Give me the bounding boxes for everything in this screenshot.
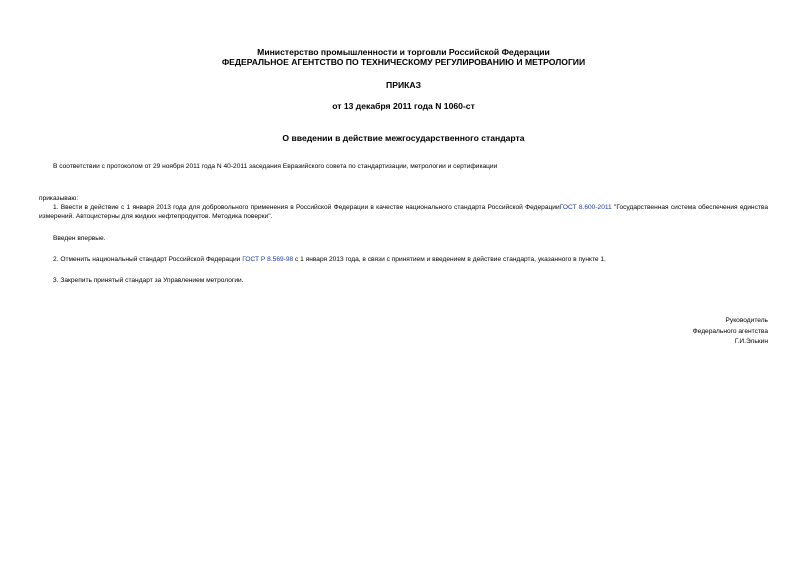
gost-r-8-569-98-link[interactable]: ГОСТ Р 8.569-98 bbox=[242, 256, 294, 263]
signatory-name: Г.И.Элькин bbox=[734, 338, 768, 345]
signatory-title-line-2: Федерального агентства bbox=[692, 327, 768, 335]
preamble-paragraph: В соответствии с протоколом от 29 ноября 2011 года N 40-2011 заседания Евразийского совета по стандартизации, метрологии и сертификации bbox=[53, 163, 498, 170]
gost-8-600-2011-link[interactable]: ГОСТ 8.600-2011 bbox=[559, 204, 612, 211]
item-1-paragraph bbox=[39, 203, 768, 221]
subject-heading: О введении в действие межгосударственного стандарта bbox=[282, 133, 525, 143]
first-introduced-note: Введен впервые. bbox=[53, 235, 106, 242]
date-number-heading: от 13 декабря 2011 года N 1060-ст bbox=[332, 101, 475, 111]
ministry-heading: Министерство промышленности и торговли Российской Федерации bbox=[257, 47, 550, 57]
item-2-text-after: с 1 января 2013 года, в связи с принятием и введением в действие стандарта, указанного в пункте 1. bbox=[293, 256, 606, 263]
agency-heading: ФЕДЕРАЛЬНОЕ АГЕНТСТВО ПО ТЕХНИЧЕСКОМУ РЕГУЛИРОВАНИЮ И МЕТРОЛОГИИ bbox=[221, 57, 586, 67]
document-type-heading: ПРИКАЗ bbox=[386, 80, 421, 90]
signature-block bbox=[693, 316, 768, 348]
item-1-text-after: "Государственная система обеспечения единства измерений. Автоцистерны для жидких нефтепродуктов. Методика поверки". bbox=[39, 204, 768, 220]
item-2-paragraph bbox=[53, 255, 606, 264]
signatory-title-line-1: Руководитель bbox=[725, 317, 768, 324]
item-1-text-before: 1. Ввести в действие с 1 января 2013 года для добровольного применения в Российской Федерации в качестве национального стандарта Российской Федерации bbox=[53, 204, 560, 211]
order-word: приказываю: bbox=[39, 195, 79, 202]
item-2-text-before: 2. Отменить национальный стандарт Российской Федерации bbox=[53, 256, 243, 263]
item-3-paragraph: 3. Закрепить принятый стандарт за Управлением метрологии. bbox=[53, 277, 244, 284]
